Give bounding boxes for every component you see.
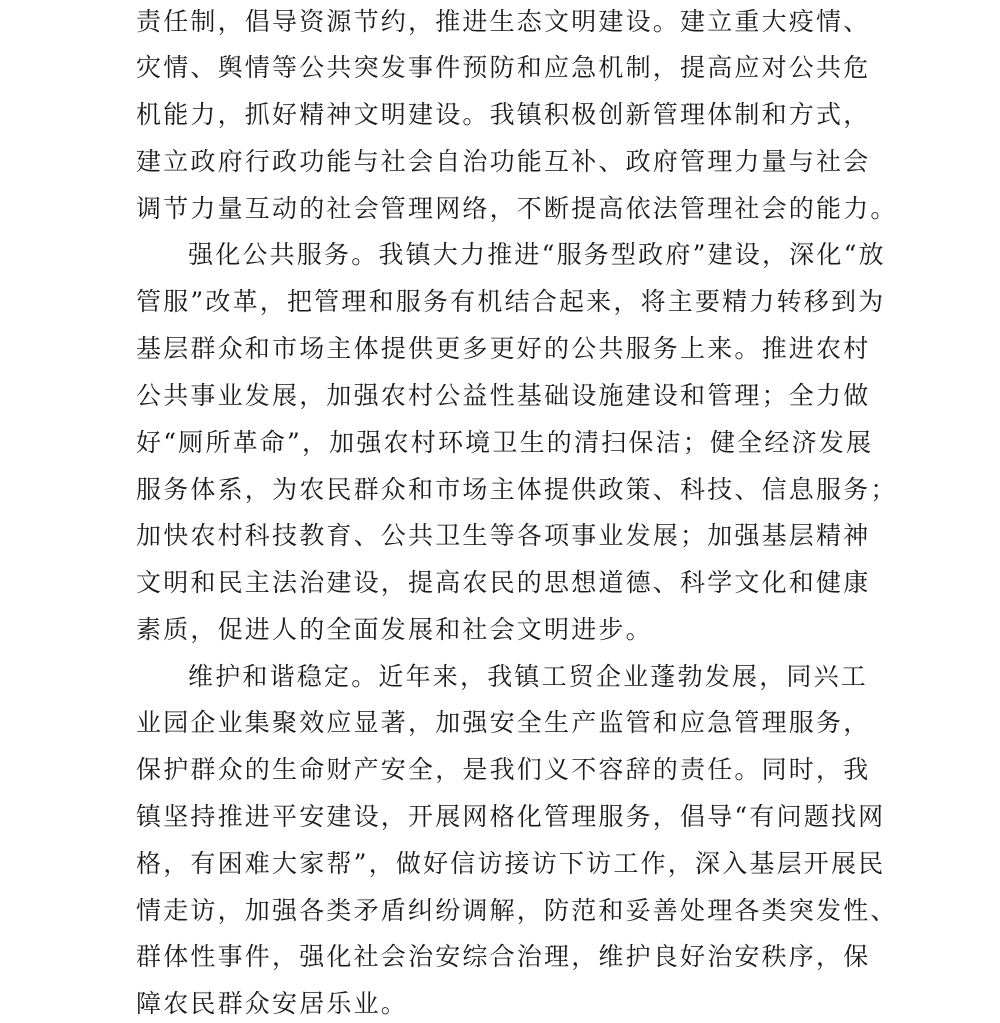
text-line: 管服”改革，把管理和服务有机结合起来，将主要精力转移到为 <box>136 287 886 316</box>
text-line: 加快农村科技教育、公共卫生等各项事业发展；加强基层精神 <box>136 521 871 550</box>
text-line: 素质，促进人的全面发展和社会文明进步。 <box>136 615 653 644</box>
paragraph-first-line: 维护和谐稳定。近年来，我镇工贸企业蓬勃发展，同兴工 <box>188 662 869 691</box>
paragraph-first-line: 强化公共服务。我镇大力推进“服务型政府”建设，深化“放 <box>188 240 886 269</box>
text-line: 障农民群众安居乐业。 <box>136 989 409 1018</box>
text-line: 基层群众和市场主体提供更多更好的公共服务上来。推进农村 <box>136 334 871 363</box>
text-line: 公共事业发展，加强农村公益性基础设施建设和管理；全力做 <box>136 381 871 410</box>
text-line: 调节力量互动的社会管理网络，不断提高依法管理社会的能力。 <box>136 194 898 223</box>
text-line: 情走访，加强各类矛盾纠纷调解，防范和妥善处理各类突发性、 <box>136 896 898 925</box>
text-line: 格，有困难大家帮”，做好信访接访下访工作，深入基层开展民 <box>136 849 886 878</box>
text-line: 建立政府行政功能与社会自治功能互补、政府管理力量与社会 <box>136 147 871 176</box>
text-line: 保护群众的生命财产安全，是我们义不容辞的责任。同时，我 <box>136 755 871 784</box>
text-line: 文明和民主法治建设，提高农民的思想道德、科学文化和健康 <box>136 568 871 597</box>
text-line: 灾情、舆情等公共突发事件预防和应急机制，提高应对公共危 <box>136 53 871 82</box>
text-line: 群体性事件，强化社会治安综合治理，维护良好治安秩序，保 <box>136 942 871 971</box>
text-line: 镇坚持推进平安建设，开展网格化管理服务，倡导“有问题找网 <box>136 802 886 831</box>
text-line: 机能力，抓好精神文明建设。我镇积极创新管理体制和方式， <box>136 100 871 129</box>
text-line: 好“厕所革命”，加强农村环境卫生的清扫保洁；健全经济发展 <box>136 428 874 457</box>
text-line: 服务体系，为农民群众和市场主体提供政策、科技、信息服务； <box>136 475 898 504</box>
text-line: 责任制，倡导资源节约，推进生态文明建设。建立重大疫情、 <box>136 7 871 36</box>
text-line: 业园企业集聚效应显著，加强安全生产监管和应急管理服务， <box>136 708 871 737</box>
